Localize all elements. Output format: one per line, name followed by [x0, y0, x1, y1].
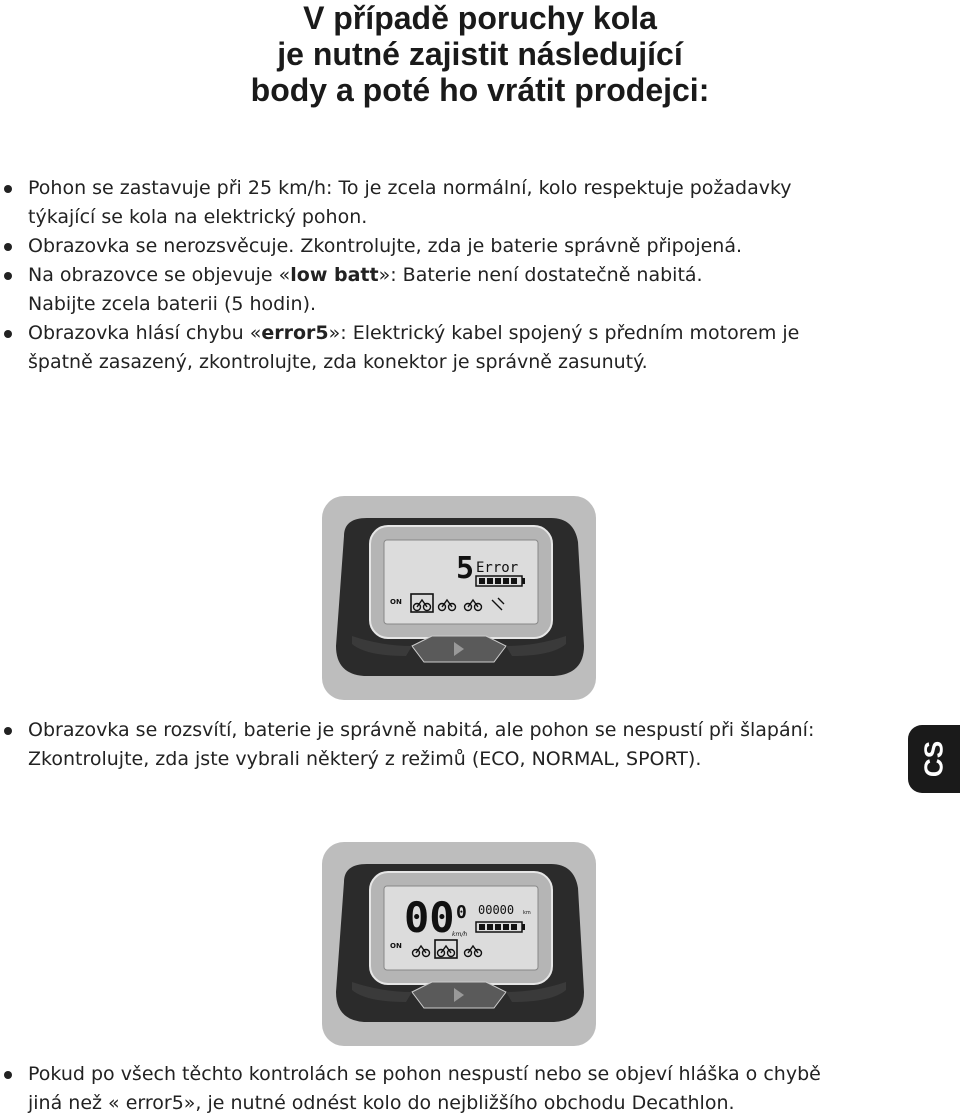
lcd-error-digit: 5	[456, 551, 475, 586]
error5-keyword: error5	[261, 322, 329, 344]
display-error-illustration	[322, 496, 596, 700]
title-line-2: je nutné zajistit následující	[277, 36, 683, 72]
low-batt-post: »: Baterie není dostatečně nabitá.	[378, 264, 703, 286]
final-note-list	[28, 1060, 868, 1118]
language-tab	[908, 725, 960, 793]
error5-pre: Obrazovka hlásí chybu «	[28, 322, 262, 344]
language-code: CS	[918, 740, 949, 778]
lcd-odometer: 00000	[478, 903, 515, 917]
low-batt-keyword: low batt	[290, 264, 379, 286]
bullet-speed-limit-cont: týkající se kola na elektrický pohon.	[28, 206, 368, 228]
bullet-return-to-store: Pokud po všech těchto kontrolách se pohon nespustí nebo se objeví hláška o chybě	[28, 1060, 868, 1089]
page-title	[0, 0, 960, 108]
bullet-low-batt-cont: Nabijte zcela baterii (5 hodin).	[28, 293, 317, 315]
bullet-drive-not-starting: Obrazovka se rozsvítí, baterie je správně nabitá, ale pohon se nespustí při šlapání:	[28, 716, 868, 745]
bullet-return-to-store-cont: jiná než « error5», je nutné odnést kolo do nejbližšího obchodu Decathlon.	[28, 1092, 735, 1114]
bullet-speed-limit: Pohon se zastavuje při 25 km/h: To je zcela normální, kolo respektuje požadavky	[28, 174, 868, 203]
lcd-speed-digits: 00	[404, 893, 455, 942]
low-batt-pre: Na obrazovce se objevuje «	[28, 264, 291, 286]
troubleshooting-list	[28, 174, 868, 377]
lcd-odometer-unit: km	[523, 910, 531, 916]
bullet-drive-not-starting-cont: Zkontrolujte, zda jste vybrali některý z režimů (ECO, NORMAL, SPORT).	[28, 748, 702, 770]
title-line-1: V případě poruchy kola	[303, 0, 657, 36]
bullet-error5	[28, 319, 868, 348]
title-line-3: body a poté ho vrátit prodejci:	[250, 72, 710, 108]
lcd-error-text: Error	[476, 560, 519, 576]
error5-post: »: Elektrický kabel spojený s předním motorem je	[328, 322, 800, 344]
lcd-speed-small-digit: 0	[456, 902, 467, 923]
lcd-on-label: ON	[390, 598, 402, 606]
bullet-low-batt	[28, 261, 868, 290]
drive-check-list	[28, 716, 868, 774]
bullet-screen-off: Obrazovka se nerozsvěcuje. Zkontrolujte, zda je baterie správně připojená.	[28, 232, 868, 261]
lcd-speed-unit: km/h	[452, 931, 468, 938]
display-speed-illustration	[322, 842, 596, 1046]
bullet-error5-cont: špatně zasazený, zkontrolujte, zda konektor je správně zasunutý.	[28, 351, 648, 373]
lcd-on-label: ON	[390, 942, 402, 950]
